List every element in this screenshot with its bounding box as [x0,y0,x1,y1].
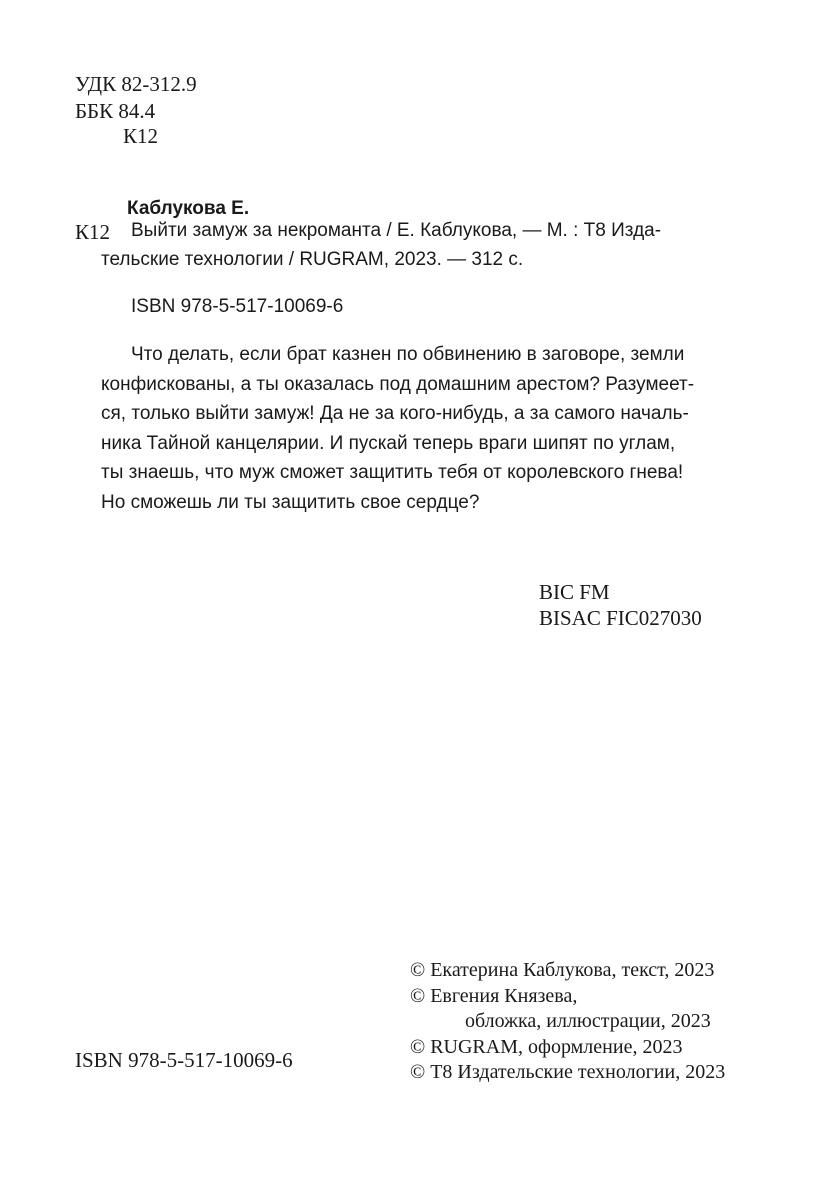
annotation-line: конфискованы, а ты оказалась под домашним арестом? Разумеет- [101,373,695,395]
udk-code: УДК 82-312.9 [75,72,197,96]
copyright-line: © Т8 Издательские технологии, 2023 [410,1061,726,1083]
author-name: Каблукова Е. [127,198,250,219]
annotation-line: ся, только выйти замуж! Да не за кого-нибудь, а за самого началь- [101,403,689,424]
bic-code: BIC FM [539,580,610,604]
copyright-block [410,958,725,1086]
annotation-line: Но сможешь ли ты защитить свое сердце? [101,491,480,513]
isbn-record: ISBN 978-5-517-10069-6 [131,296,344,317]
author-code-side: К12 [75,220,111,244]
bibliographic-line-2: тельские технологии / RUGRAM, 2023. — 312 с. [101,249,524,270]
annotation [101,340,721,517]
bibliographic-line-1: Выйти замуж за некроманта / Е. Каблукова, — М. : Т8 Изда- [131,220,662,241]
copyright-line: © RUGRAM, оформление, 2023 [410,1035,683,1058]
copyright-line: © Екатерина Каблукова, текст, 2023 [410,959,715,981]
copyright-line: © Евгения Князева, [410,984,578,1007]
annotation-line: ника Тайной канцелярии. И пускай теперь враги шипят по углам, [101,432,676,454]
copyright-line: обложка, иллюстрации, 2023 [465,1010,711,1032]
bbk-code: ББК 84.4 [75,99,156,123]
annotation-line: Что делать, если брат казнен по обвинению в заговоре, земли [131,344,685,365]
isbn-footer: ISBN 978-5-517-10069-6 [75,1048,293,1072]
annotation-line: ты знаешь, что муж сможет защитить тебя от королевского гнева! [101,462,684,483]
author-code: К12 [123,124,159,148]
bisac-code: BISAC FIC027030 [539,606,702,630]
